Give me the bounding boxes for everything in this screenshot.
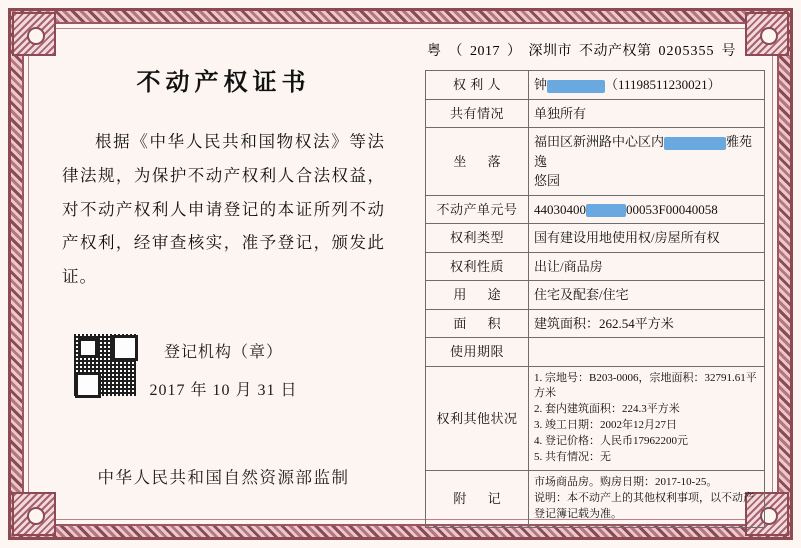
row-label-co-ownership: 共有情况: [426, 99, 529, 128]
issue-day-unit: 日: [280, 381, 298, 399]
row-value-owner: [529, 71, 765, 100]
row-label-remarks: 附 记: [426, 471, 529, 528]
issuer-block: [36, 334, 411, 409]
location-part-2: 雅苑逸: [534, 134, 753, 169]
row-label-unit-number: 不动产单元号: [426, 195, 529, 224]
table-row-area: [426, 309, 765, 338]
redaction-block: [547, 80, 605, 93]
certificate-content: [36, 34, 765, 520]
owner-surname: 钟: [534, 77, 548, 92]
location-part-1: 福田区新洲路中心区内: [534, 134, 665, 149]
property-info-table: [425, 70, 765, 528]
year-close-paren: ）: [507, 44, 522, 59]
remark-line: 说明：本不动产上的其他权利事项，以不动产登记簿记载为准。: [534, 492, 754, 520]
issue-day: 31: [257, 381, 276, 399]
table-row-remarks: [426, 471, 765, 528]
owner-id: （11198511230021）: [605, 77, 721, 92]
row-label-term: 使用期限: [426, 338, 529, 367]
certificate-statement: 根据《中华人民共和国物权法》等法律法规，为保护不动产权利人合法权益，对不动产权利人申请登记的本证所列不动产权利，经审查核实，准予登记，颁发此证。: [62, 132, 385, 287]
row-value-other-rights: [529, 366, 765, 471]
table-row-right-nature: [426, 252, 765, 281]
unit-number-prefix: 44030400: [534, 201, 586, 217]
certificate-left-panel: [36, 34, 411, 514]
list-item: 2. 套内建筑面积：224.3平方米: [534, 403, 680, 416]
remark-line: 市场商品房。购房日期：2017-10-25。: [534, 476, 718, 489]
certificate-year: 2017: [470, 44, 500, 59]
table-row-usage: [426, 281, 765, 310]
row-value-term: [529, 338, 765, 367]
certificate-header-line: [425, 34, 765, 70]
row-label-other-rights: 权利其他状况: [426, 366, 529, 471]
table-row-co-ownership: [426, 99, 765, 128]
row-value-remarks: [529, 471, 765, 528]
row-label-area: 面 积: [426, 309, 529, 338]
serial-suffix: 号: [721, 44, 736, 59]
table-row-location: [426, 128, 765, 196]
redaction-block: [586, 204, 626, 217]
issue-year: 2017: [149, 381, 186, 399]
city-name: 深圳市: [528, 44, 572, 59]
table-row-other-rights: [426, 366, 765, 471]
row-label-owner: 权 利 人: [426, 71, 529, 100]
certificate-right-panel: [425, 34, 765, 528]
issue-year-unit: 年: [190, 381, 208, 399]
row-label-right-nature: 权利性质: [426, 252, 529, 281]
list-item: 5. 共有情况：无: [534, 451, 611, 464]
list-item: 3. 竣工日期：2002年12月27日: [534, 419, 677, 432]
row-value-co-ownership: 单独所有: [529, 99, 765, 128]
row-value-usage: 住宅及配套/住宅: [529, 281, 765, 310]
province-code: 粤: [427, 44, 442, 59]
issue-month-unit: 月: [235, 381, 253, 399]
page-title: 不动产权证书: [136, 70, 311, 96]
list-item: 1. 宗地号：B203-0006，宗地面积：32791.61平方米: [534, 371, 757, 400]
registry-authority-label: 登记机构（章）: [163, 344, 283, 361]
row-value-right-type: 国有建设用地使用权/房屋所有权: [529, 224, 765, 253]
table-row-term: [426, 338, 765, 367]
row-value-unit-number: [529, 195, 765, 224]
table-row-right-type: [426, 224, 765, 253]
row-label-location: 坐 落: [426, 128, 529, 196]
row-value-location: [529, 128, 765, 196]
supervising-organization: 中华人民共和国自然资源部监制: [97, 468, 350, 487]
row-label-usage: 用 途: [426, 281, 529, 310]
table-row-owner: [426, 71, 765, 100]
row-value-right-nature: 出让/商品房: [529, 252, 765, 281]
redaction-block: [664, 137, 726, 150]
list-item: 4. 登记价格：人民币17962200元: [534, 435, 688, 448]
row-label-right-type: 权利类型: [426, 224, 529, 253]
issue-date: [36, 372, 411, 410]
other-rights-list: [534, 371, 759, 467]
table-row-unit-number: [426, 195, 765, 224]
unit-number-suffix: 00053F00040058: [626, 201, 718, 217]
issue-month: 10: [212, 381, 231, 399]
row-value-area: 建筑面积：262.54平方米: [529, 309, 765, 338]
serial-label: 不动产权第: [579, 44, 652, 59]
year-open-paren: （: [448, 44, 463, 59]
serial-number: 0205355: [658, 44, 715, 59]
location-part-3: 悠园: [534, 173, 561, 188]
